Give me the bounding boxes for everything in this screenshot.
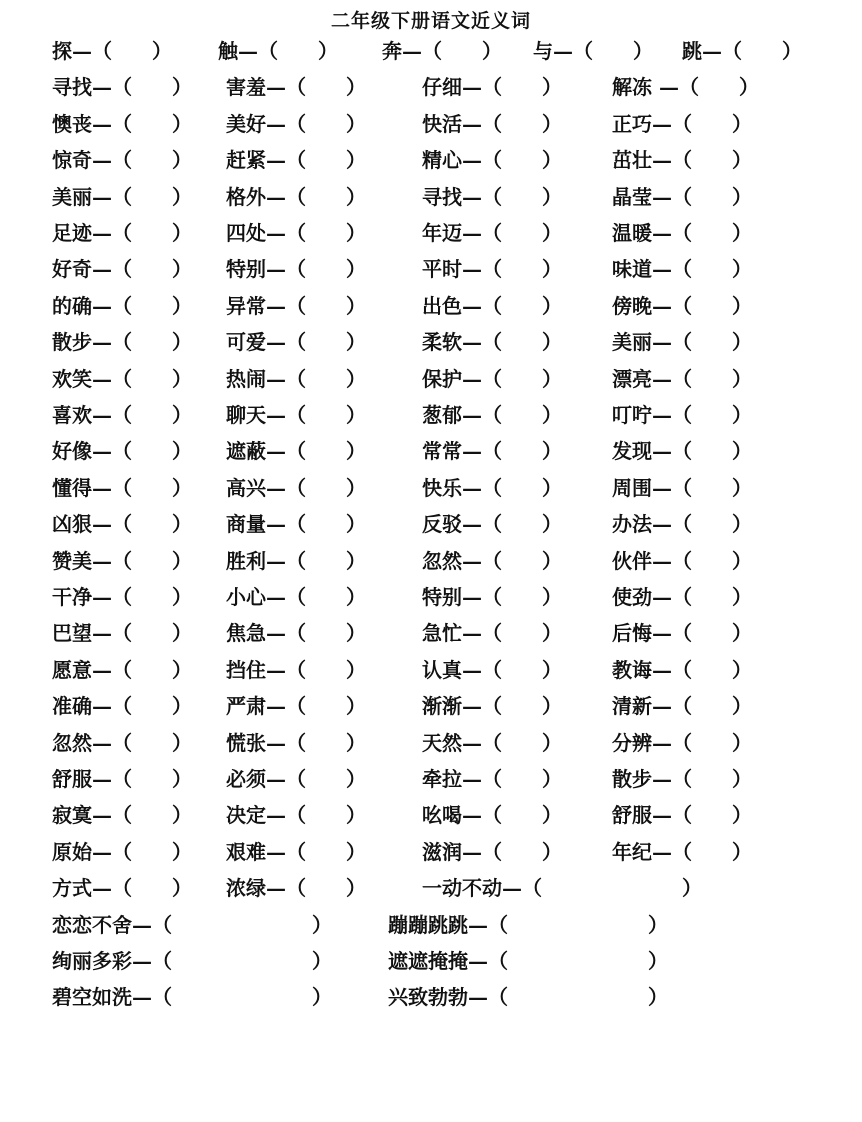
word-item: 一动不动—（ ） xyxy=(422,876,702,901)
word-item: 吆喝—（ ） xyxy=(422,803,562,828)
word-row xyxy=(0,546,862,576)
word-item: 格外—（ ） xyxy=(226,184,366,209)
word-item: 解冻 —（ ） xyxy=(612,75,759,100)
word-item: 特别—（ ） xyxy=(226,257,366,282)
word-item: 周围—（ ） xyxy=(612,475,752,500)
word-item: 滋润—（ ） xyxy=(422,839,562,864)
word-item: 味道—（ ） xyxy=(612,257,752,282)
word-item: 年纪—（ ） xyxy=(612,839,752,864)
word-item: 的确—（ ） xyxy=(52,293,192,318)
word-item: 寂寞—（ ） xyxy=(52,803,192,828)
word-item: 清新—（ ） xyxy=(612,694,752,719)
word-item: 特别—（ ） xyxy=(422,585,562,609)
word-item: 美丽—（ ） xyxy=(612,330,752,355)
word-item: 散步—（ ） xyxy=(612,767,752,791)
word-item: 寻找—（ ） xyxy=(422,184,562,209)
word-item: 四处—（ ） xyxy=(226,221,366,245)
word-row xyxy=(0,145,862,175)
page-title: 二年级下册语文近义词 xyxy=(330,10,531,32)
word-row xyxy=(0,327,862,357)
word-row xyxy=(0,364,862,394)
word-row xyxy=(0,72,862,102)
word-item: 决定—（ ） xyxy=(226,803,366,828)
word-item: 快乐—（ ） xyxy=(422,475,562,500)
word-item: 胜利—（ ） xyxy=(226,548,366,573)
word-item: 茁壮—（ ） xyxy=(612,148,752,173)
word-item: 跳—（ ） xyxy=(682,39,802,63)
word-item: 温暖—（ ） xyxy=(612,221,752,245)
word-item: 认真—（ ） xyxy=(422,657,562,682)
word-item: 平时—（ ） xyxy=(422,257,562,282)
word-item: 触—（ ） xyxy=(218,39,338,63)
word-item: 绚丽多彩—（ ） xyxy=(52,949,332,973)
word-row xyxy=(0,946,862,976)
word-item: 准确—（ ） xyxy=(52,694,192,719)
word-item: 奔—（ ） xyxy=(382,39,502,63)
word-row xyxy=(0,582,862,612)
word-item: 足迹—（ ） xyxy=(52,221,192,245)
word-item: 反驳—（ ） xyxy=(422,512,562,537)
word-item: 教诲—（ ） xyxy=(612,657,752,682)
word-item: 舒服—（ ） xyxy=(52,767,192,791)
word-item: 碧空如洗—（ ） xyxy=(52,985,332,1010)
word-item: 欢笑—（ ） xyxy=(52,366,192,391)
word-item: 伙伴—（ ） xyxy=(612,548,752,573)
word-item: 焦急—（ ） xyxy=(226,621,366,646)
word-item: 害羞—（ ） xyxy=(226,75,366,100)
word-item: 牵拉—（ ） xyxy=(422,767,562,791)
word-row xyxy=(0,691,862,721)
word-item: 发现—（ ） xyxy=(612,439,752,464)
word-item: 寻找—（ ） xyxy=(52,75,192,100)
word-item: 兴致勃勃—（ ） xyxy=(388,985,668,1010)
word-item: 蹦蹦跳跳—（ ） xyxy=(388,912,668,937)
word-row xyxy=(0,910,862,940)
word-item: 异常—（ ） xyxy=(226,293,366,318)
word-item: 天然—（ ） xyxy=(422,730,562,755)
word-row xyxy=(0,728,862,758)
word-item: 原始—（ ） xyxy=(52,839,192,864)
word-row xyxy=(0,764,862,794)
word-row xyxy=(0,473,862,503)
word-row xyxy=(0,436,862,466)
word-item: 遮遮掩掩—（ ） xyxy=(388,949,668,973)
word-item: 忽然—（ ） xyxy=(52,730,192,755)
word-item: 与—（ ） xyxy=(533,39,653,63)
word-item: 凶狠—（ ） xyxy=(52,512,192,537)
word-item: 热闹—（ ） xyxy=(226,366,366,391)
word-row xyxy=(0,509,862,539)
word-item: 分辨—（ ） xyxy=(612,730,752,755)
word-item: 叮咛—（ ） xyxy=(612,403,752,427)
word-item: 懊丧—（ ） xyxy=(52,111,192,136)
word-item: 办法—（ ） xyxy=(612,512,752,537)
word-item: 小心—（ ） xyxy=(226,585,366,609)
word-item: 好像—（ ） xyxy=(52,439,192,464)
word-item: 傍晚—（ ） xyxy=(612,293,752,318)
word-item: 美丽—（ ） xyxy=(52,184,192,209)
word-item: 散步—（ ） xyxy=(52,330,192,355)
word-row xyxy=(0,291,862,321)
word-item: 好奇—（ ） xyxy=(52,257,192,282)
word-item: 方式—（ ） xyxy=(52,876,192,901)
word-item: 保护—（ ） xyxy=(422,366,562,391)
word-row xyxy=(0,837,862,867)
word-row xyxy=(0,873,862,903)
word-item: 舒服—（ ） xyxy=(612,803,752,828)
word-item: 快活—（ ） xyxy=(422,111,562,136)
word-item: 巴望—（ ） xyxy=(52,621,192,646)
word-row xyxy=(0,218,862,248)
word-row xyxy=(0,655,862,685)
word-item: 遮蔽—（ ） xyxy=(226,439,366,464)
word-item: 美好—（ ） xyxy=(226,111,366,136)
word-row xyxy=(0,400,862,430)
word-item: 惊奇—（ ） xyxy=(52,148,192,173)
word-row xyxy=(0,618,862,648)
word-item: 挡住—（ ） xyxy=(226,657,366,682)
word-item: 使劲—（ ） xyxy=(612,585,752,609)
word-item: 后悔—（ ） xyxy=(612,621,752,646)
word-item: 浓绿—（ ） xyxy=(226,876,366,901)
word-item: 干净—（ ） xyxy=(52,585,192,609)
word-row xyxy=(0,982,862,1012)
word-item: 晶莹—（ ） xyxy=(612,184,752,209)
word-row xyxy=(0,800,862,830)
word-row xyxy=(0,254,862,284)
word-item: 漂亮—（ ） xyxy=(612,366,752,391)
word-item: 仔细—（ ） xyxy=(422,75,562,100)
word-item: 赶紧—（ ） xyxy=(226,148,366,173)
word-item: 艰难—（ ） xyxy=(226,839,366,864)
word-item: 柔软—（ ） xyxy=(422,330,562,355)
word-row xyxy=(0,36,862,66)
word-item: 商量—（ ） xyxy=(226,512,366,537)
word-item: 喜欢—（ ） xyxy=(52,403,192,427)
word-item: 高兴—（ ） xyxy=(226,475,366,500)
word-item: 可爱—（ ） xyxy=(226,330,366,355)
word-item: 必须—（ ） xyxy=(226,767,366,791)
word-row xyxy=(0,109,862,139)
word-item: 正巧—（ ） xyxy=(612,111,752,136)
word-item: 聊天—（ ） xyxy=(226,403,366,427)
word-item: 严肃—（ ） xyxy=(226,694,366,719)
word-item: 精心—（ ） xyxy=(422,148,562,173)
word-item: 出色—（ ） xyxy=(422,293,562,318)
word-item: 赞美—（ ） xyxy=(52,548,192,573)
word-item: 恋恋不舍—（ ） xyxy=(52,912,332,937)
word-item: 葱郁—（ ） xyxy=(422,403,562,427)
word-item: 渐渐—（ ） xyxy=(422,694,562,719)
word-item: 探—（ ） xyxy=(52,39,172,63)
word-item: 年迈—（ ） xyxy=(422,221,562,245)
word-row xyxy=(0,182,862,212)
word-item: 懂得—（ ） xyxy=(52,475,192,500)
word-item: 常常—（ ） xyxy=(422,439,562,464)
word-item: 忽然—（ ） xyxy=(422,548,562,573)
word-item: 愿意—（ ） xyxy=(52,657,192,682)
word-item: 急忙—（ ） xyxy=(422,621,562,646)
word-item: 慌张—（ ） xyxy=(226,730,366,755)
